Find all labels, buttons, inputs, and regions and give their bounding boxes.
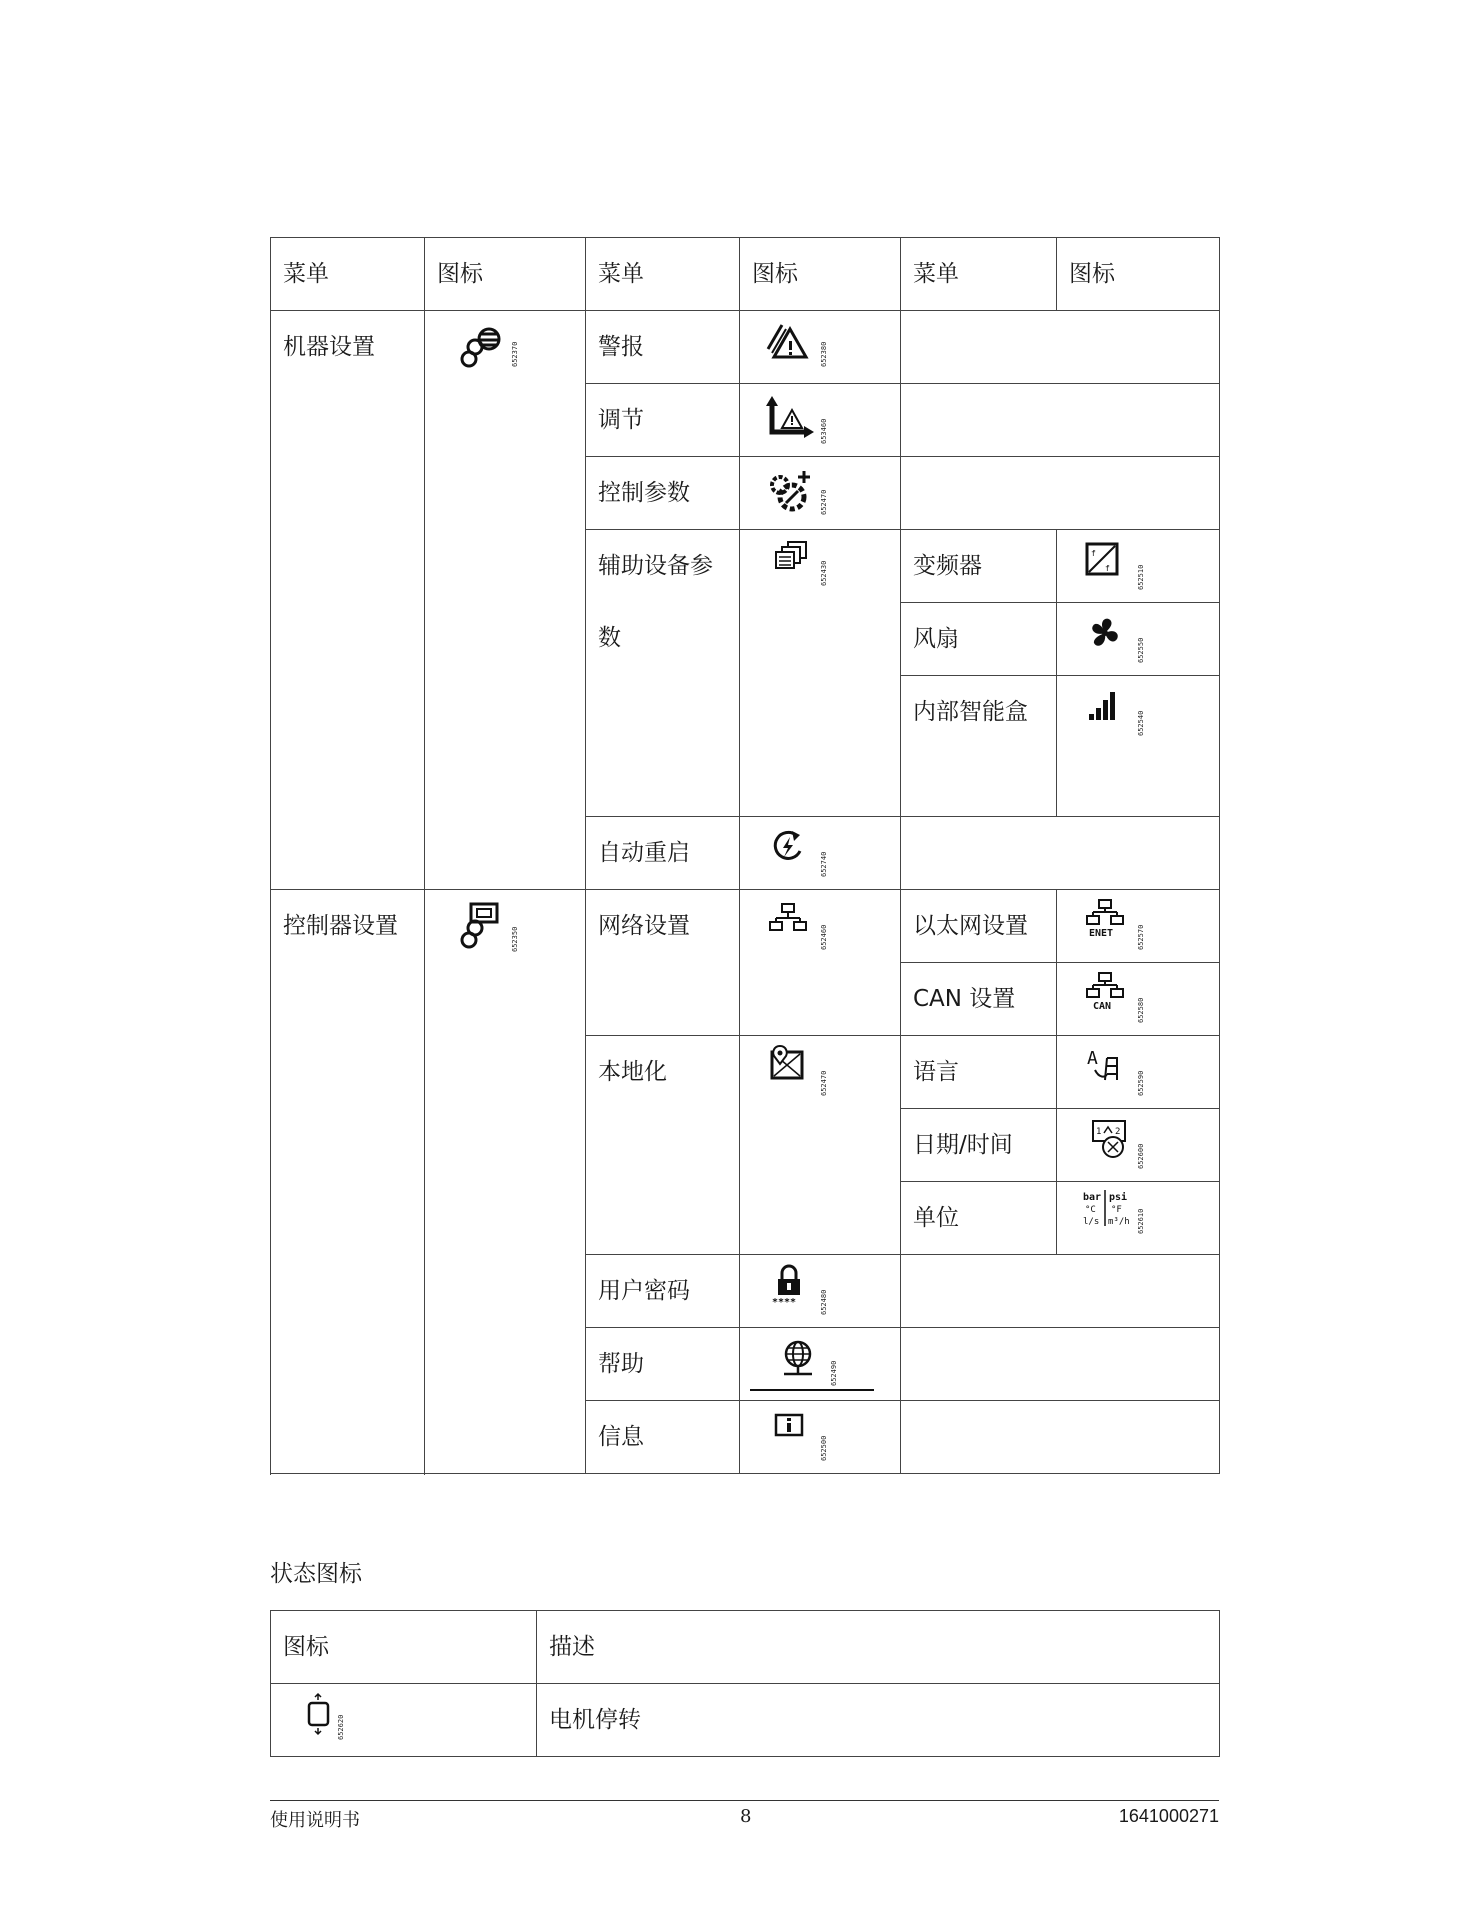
status-icons-table [270,1610,1220,1757]
footer-page-number: 8 [740,1806,752,1827]
warning-icon-code: 652380 [820,341,828,367]
user-password-cell: 用户密码 [586,1255,740,1328]
status-row [271,1684,1220,1757]
svg-text:f: f [1091,549,1096,558]
smartbox-cell: 内部智能盒 [901,676,1057,817]
can-icon-cell [1057,963,1220,1036]
datetime-cell: 日期/时间 [901,1109,1057,1182]
datetime-icon-cell [1057,1109,1220,1182]
warning-icon-cell [740,311,901,384]
motor-stopped-icon-code: 652620 [337,1714,345,1740]
control-params-icon-cell [740,457,901,530]
fan-cell: 风扇 [901,603,1057,676]
svg-text:f: f [1105,564,1110,573]
language-icon [1077,1044,1167,1102]
controller-settings-icon [453,898,543,968]
units-icon-cell [1057,1182,1220,1255]
aux-params-label-line1: 辅助设备参 [598,553,713,579]
fan-icon-code: 652550 [1137,637,1145,663]
header-menu-3: 菜单 [901,238,1057,311]
info-cell: 信息 [586,1401,740,1474]
empty-cell [901,384,1220,457]
info-icon-code: 652500 [820,1435,828,1461]
localisation-icon-cell [740,1036,901,1255]
motor-stopped-description: 电机停转 [537,1684,1220,1757]
empty-cell [901,1328,1220,1401]
localisation-icon [760,1044,850,1102]
auto-restart-icon-code: 652740 [820,851,828,877]
empty-cell [901,311,1220,384]
status-icons-title: 状态图标 [270,1561,362,1587]
regulation-icon [760,392,850,448]
language-cell: 语言 [901,1036,1057,1109]
ethernet-icon [1077,898,1167,956]
menu-table [270,237,1220,1474]
header-icon-3: 图标 [1057,238,1220,311]
empty-cell [901,817,1220,890]
aux-params-icon-cell [740,530,901,817]
fan-icon-cell [1057,603,1220,676]
controller-settings-icon-code: 652350 [511,926,519,952]
warning-icon [760,319,850,375]
network-cell: 网络设置 [586,890,740,1036]
regulation-cell: 调节 [586,384,740,457]
password-mask-text: **** [772,1297,797,1308]
menu-table-header [271,238,1220,311]
aux-params-icon [760,538,850,596]
network-icon-code: 652460 [820,924,828,950]
user-password-icon-code: 652480 [820,1289,828,1315]
can-icon-code: 652580 [1137,997,1145,1023]
regulation-icon-code: 653460 [820,418,828,444]
status-table-header [271,1611,1220,1684]
language-icon-code: 652590 [1137,1070,1145,1096]
converter-icon-cell [1057,530,1220,603]
smartbox-icon [1077,684,1167,742]
lock-icon [760,1263,850,1321]
auto-restart-icon-cell [740,817,901,890]
control-params-cell: 控制参数 [586,457,740,530]
controller-settings-cell: 控制器设置 [271,890,425,1474]
empty-cell [901,457,1220,530]
network-icon [760,898,850,956]
machine-settings-icon [453,319,543,389]
footer-document-number: 1641000271 [1118,1806,1219,1826]
header-icon-1: 图标 [425,238,586,311]
localisation-cell: 本地化 [586,1036,740,1255]
machine-settings-icon-cell [425,311,586,890]
info-icon [760,1409,850,1467]
help-icon-code: 652490 [830,1360,838,1386]
info-icon-cell [740,1401,901,1474]
svg-text:2: 2 [1115,1127,1121,1137]
aux-params-label-line2: 数 [598,625,621,651]
can-cell: CAN 设置 [901,963,1057,1036]
aux-params-icon-code: 652430 [820,560,828,586]
smartbox-icon-code: 652540 [1137,710,1145,736]
control-params-icon [760,465,850,523]
units-psi-text: psi [1109,1192,1128,1203]
warning-cell: 警报 [586,311,740,384]
language-icon-cell [1057,1036,1220,1109]
help-cell: 帮助 [586,1328,740,1401]
auto-restart-icon [760,825,850,883]
can-icon-text: CAN [1093,1001,1112,1012]
empty-cell [901,1255,1220,1328]
aux-params-cell [586,530,740,817]
ethernet-icon-text: ENET [1089,928,1114,939]
ethernet-cell: 以太网设置 [901,890,1057,963]
units-icon-code: 652610 [1137,1208,1145,1234]
datetime-icon-code: 652600 [1137,1143,1145,1169]
units-ls-text: l/s [1083,1217,1100,1227]
svg-text:A: A [1087,1048,1098,1069]
converter-icon-code: 652510 [1137,564,1145,590]
motor-stopped-icon-cell [271,1684,537,1757]
units-m3h-text: m³/h [1108,1217,1130,1227]
footer-divider [270,1800,1219,1801]
can-icon [1077,971,1167,1029]
motor-stopped-icon [301,1692,391,1750]
controller-settings-icon-cell [425,890,586,1474]
localisation-icon-code: 652470 [820,1070,828,1096]
globe-icon [750,1336,880,1398]
units-fahrenheit-text: °F [1111,1205,1122,1215]
user-password-icon-cell [740,1255,901,1328]
converter-icon [1077,538,1167,596]
help-icon-cell [740,1328,901,1401]
ethernet-icon-code: 652570 [1137,924,1145,950]
header-menu-2: 菜单 [586,238,740,311]
status-header-description: 描述 [537,1611,1220,1684]
converter-cell: 变频器 [901,530,1057,603]
units-cell: 单位 [901,1182,1057,1255]
datetime-icon [1077,1117,1167,1175]
machine-settings-icon-code: 652370 [511,341,519,367]
svg-text:1: 1 [1096,1127,1102,1137]
units-bar-text: bar [1083,1192,1102,1203]
units-celsius-text: °C [1085,1205,1096,1215]
smartbox-icon-cell [1057,676,1220,817]
status-header-icon: 图标 [271,1611,537,1684]
empty-cell [901,1401,1220,1474]
header-menu-1: 菜单 [271,238,425,311]
units-icon [1077,1188,1173,1248]
fan-icon [1077,611,1167,669]
header-icon-2: 图标 [740,238,901,311]
network-icon-cell [740,890,901,1036]
auto-restart-cell: 自动重启 [586,817,740,890]
footer-manual-title: 使用说明书 [270,1810,360,1831]
machine-settings-cell: 机器设置 [271,311,425,890]
control-params-icon-code: 652470 [820,489,828,515]
regulation-icon-cell [740,384,901,457]
ethernet-icon-cell [1057,890,1220,963]
